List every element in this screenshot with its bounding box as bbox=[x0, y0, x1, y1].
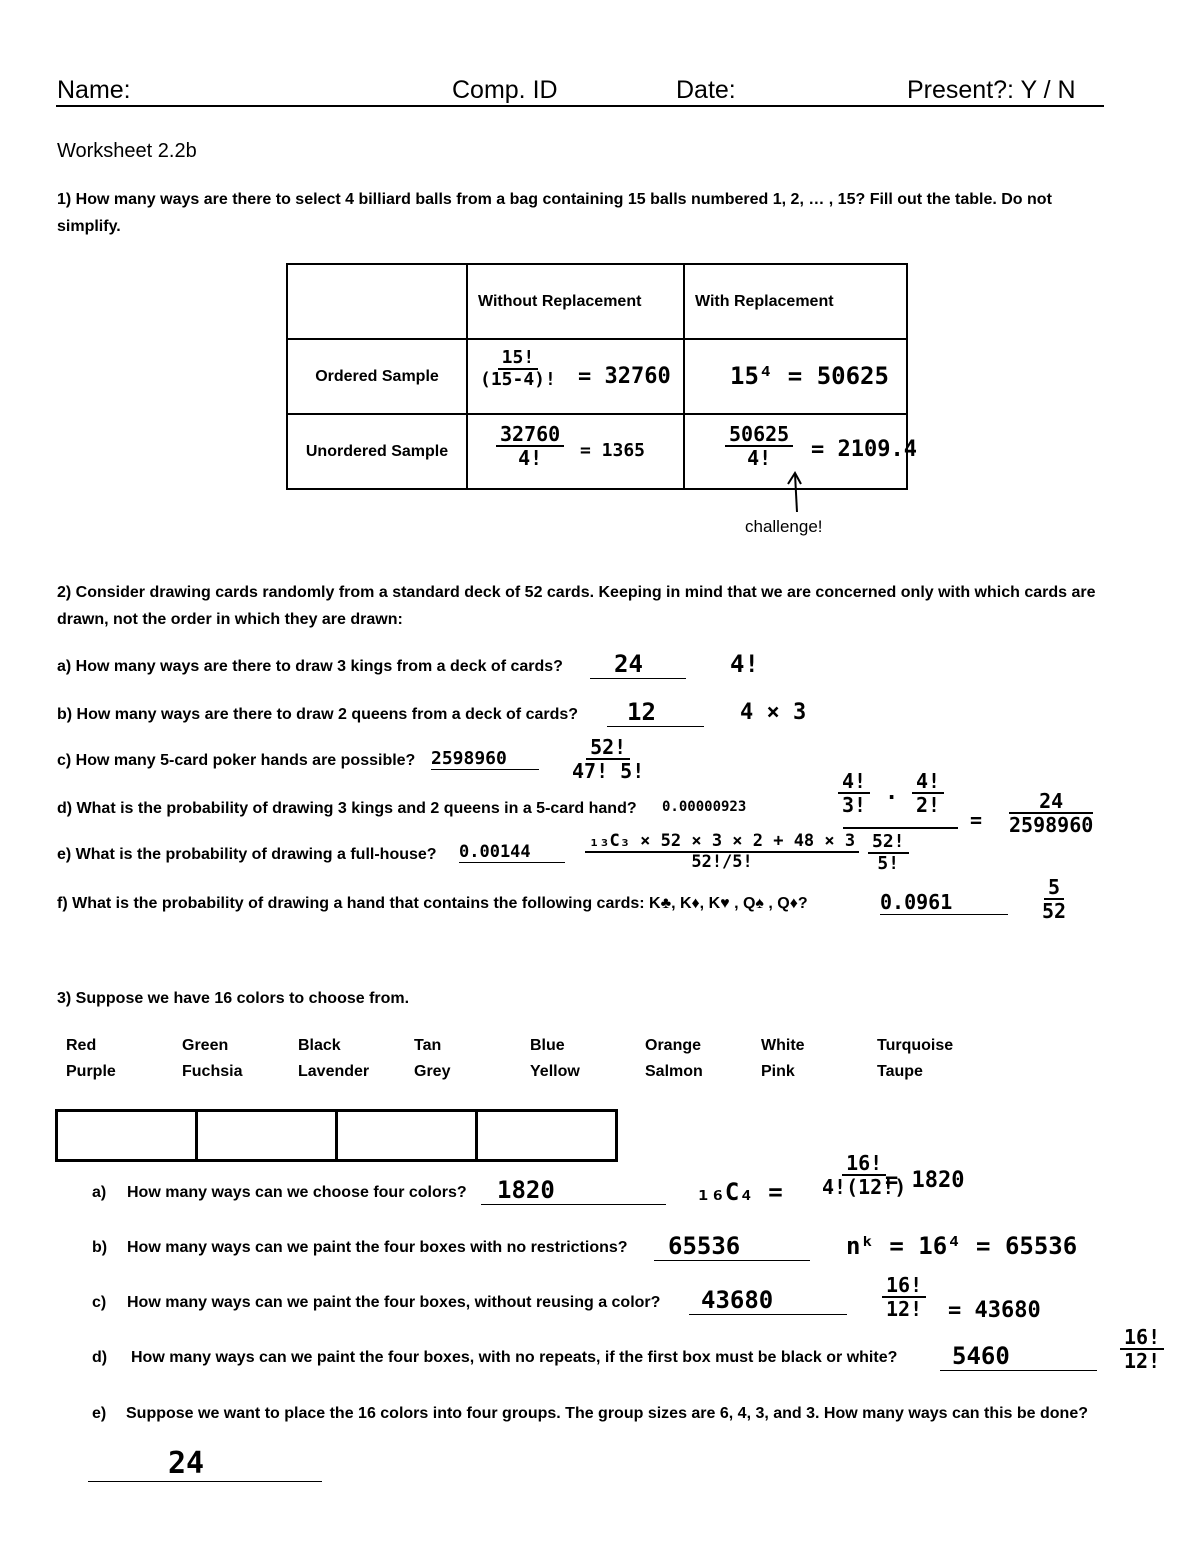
q3d-label: d) bbox=[92, 1349, 108, 1366]
row-label-ordered: Ordered Sample bbox=[287, 339, 467, 414]
color-grey: Grey bbox=[414, 1063, 451, 1080]
ordered-without-den: (15-4)! bbox=[480, 368, 556, 390]
q3c-work-fraction bbox=[882, 1274, 926, 1321]
present-label: Present?: Y / N bbox=[907, 76, 1076, 104]
ordered-without-fraction bbox=[476, 348, 560, 390]
q2d-work-result-den: 2598960 bbox=[1009, 813, 1094, 837]
q2e-answer: 0.00144 bbox=[459, 842, 565, 863]
q2f-work-fraction bbox=[1038, 876, 1070, 923]
ordered-without-result: = 32760 bbox=[578, 364, 671, 389]
challenge-annotation: challenge! bbox=[745, 517, 823, 536]
q3c-label: c) bbox=[92, 1294, 107, 1311]
paint-box-2 bbox=[195, 1109, 338, 1162]
q1-text-line1: 1) How many ways are there to select 4 billiard balls from a bag containing 15 balls numbered 1, 2, … , 15? Fill out the table. Do not bbox=[57, 191, 1052, 208]
col-header-without-replacement: Without Replacement bbox=[467, 264, 684, 339]
q3d-question: How many ways can we paint the four boxes, with no repeats, if the first box must be black or white? bbox=[131, 1349, 898, 1366]
q2d-work-f1-num: 4! bbox=[838, 770, 870, 794]
q1-table bbox=[286, 263, 917, 490]
q3a-work-post: = 1820 bbox=[885, 1168, 965, 1193]
q3a-answer: 1820 bbox=[481, 1176, 666, 1205]
unordered-with-den: 4! bbox=[747, 446, 772, 470]
name-label: Name: bbox=[57, 76, 131, 104]
paint-box-4 bbox=[475, 1109, 618, 1162]
q3e-label: e) bbox=[92, 1405, 107, 1422]
q3d-answer: 5460 bbox=[940, 1342, 1097, 1371]
q3b-question: How many ways can we paint the four boxes with no restrictions? bbox=[127, 1239, 628, 1256]
q2b-work: 4 × 3 bbox=[740, 700, 807, 725]
q3e-answer: 24 bbox=[88, 1446, 322, 1482]
ordered-with-value: 15⁴ = 50625 bbox=[730, 362, 889, 390]
q3d-work-den: 12! bbox=[1124, 1349, 1161, 1373]
row-label-unordered: Unordered Sample bbox=[287, 414, 467, 489]
color-green: Green bbox=[182, 1037, 229, 1054]
q2e-work-den: 52!/5! bbox=[691, 851, 753, 872]
color-black: Black bbox=[298, 1037, 341, 1054]
q3b-work: nᵏ = 16⁴ = 65536 bbox=[846, 1232, 1078, 1260]
q3d-work-fraction bbox=[1120, 1326, 1164, 1373]
q2d-work-dot: · bbox=[885, 786, 899, 811]
q2e-work-fraction bbox=[585, 832, 859, 872]
q3a-question: How many ways can we choose four colors? bbox=[127, 1184, 467, 1201]
q2a-answer: 24 bbox=[590, 650, 686, 679]
q2d-work-big-den bbox=[868, 832, 909, 874]
unordered-with-result: = 2109.4 bbox=[811, 437, 917, 462]
q2b-answer: 12 bbox=[607, 698, 704, 727]
unordered-without-den: 4! bbox=[518, 446, 543, 470]
color-lavender: Lavender bbox=[298, 1063, 370, 1080]
unordered-without-num: 32760 bbox=[496, 423, 564, 447]
q2d-work-result bbox=[1005, 790, 1097, 837]
unordered-without-result: = 1365 bbox=[580, 440, 646, 461]
color-pink: Pink bbox=[761, 1063, 795, 1080]
q2a-question: a) How many ways are there to draw 3 kings from a deck of cards? bbox=[57, 658, 563, 675]
color-taupe: Taupe bbox=[877, 1063, 923, 1080]
ordered-without-num: 15! bbox=[498, 348, 539, 370]
unordered-with-fraction bbox=[725, 423, 793, 470]
cell-ordered-with bbox=[684, 339, 907, 414]
q2d-work-f1-den: 3! bbox=[842, 793, 867, 817]
color-purple: Purple bbox=[66, 1063, 116, 1080]
q2b-question: b) How many ways are there to draw 2 queens from a deck of cards? bbox=[57, 706, 579, 723]
color-yellow: Yellow bbox=[530, 1063, 580, 1080]
worksheet-title: Worksheet 2.2b bbox=[57, 140, 197, 162]
color-fuchsia: Fuchsia bbox=[182, 1063, 243, 1080]
q2d-work-f1 bbox=[838, 770, 870, 817]
q2d-work-f2-den: 2! bbox=[916, 793, 941, 817]
q2d-answer: 0.00000923 bbox=[662, 799, 747, 815]
q2c-answer: 2598960 bbox=[431, 748, 539, 770]
q3b-label: b) bbox=[92, 1239, 108, 1256]
q2d-work-eq: = bbox=[970, 808, 983, 832]
q2d-work-big-den-den: 5! bbox=[877, 852, 900, 874]
q3a-label: a) bbox=[92, 1184, 107, 1201]
q3c-work-num: 16! bbox=[882, 1274, 926, 1298]
challenge-arrow-icon bbox=[785, 470, 805, 515]
q2d-work-result-num: 24 bbox=[1009, 790, 1093, 814]
q2c-work-fraction bbox=[568, 736, 648, 783]
q2d-work-big-den-num: 52! bbox=[868, 832, 909, 854]
q2c-work-num: 52! bbox=[586, 736, 630, 760]
q2f-question: f) What is the probability of drawing a hand that contains the following cards: K♣, K♦, K♥ , Q♠ , Q♦? bbox=[57, 895, 808, 912]
comp-id-label: Comp. ID bbox=[452, 76, 558, 104]
unordered-without-fraction bbox=[496, 423, 564, 470]
color-salmon: Salmon bbox=[645, 1063, 703, 1080]
q2e-work-num: ₁₃C₃ × 52 × 3 × 2 + 48 × 3 bbox=[585, 832, 859, 853]
q2a-work: 4! bbox=[730, 650, 759, 678]
cell-unordered-without bbox=[467, 414, 684, 489]
q3a-work-num: 16! bbox=[842, 1152, 886, 1176]
q2c-question: c) How many 5-card poker hands are possible? bbox=[57, 752, 416, 769]
q2d-question: d) What is the probability of drawing 3 kings and 2 queens in a 5-card hand? bbox=[57, 800, 637, 817]
date-label: Date: bbox=[676, 76, 736, 104]
q3a-work-den: 4!(12!) bbox=[822, 1175, 907, 1199]
q1-text-line2: simplify. bbox=[57, 218, 121, 235]
paint-box-1 bbox=[55, 1109, 198, 1162]
header-line bbox=[56, 105, 1104, 107]
color-blue: Blue bbox=[530, 1037, 565, 1054]
q3b-answer: 65536 bbox=[654, 1232, 810, 1261]
q3c-work-den: 12! bbox=[886, 1297, 923, 1321]
color-white: White bbox=[761, 1037, 805, 1054]
q3e-question: Suppose we want to place the 16 colors into four groups. The group sizes are 6, 4, 3, and 3. How many ways can this be done? bbox=[126, 1405, 1088, 1422]
q2-intro-line1: 2) Consider drawing cards randomly from a standard deck of 52 cards. Keeping in mind that we are concerned only with which cards are bbox=[57, 584, 1096, 601]
q2-intro-line2: drawn, not the order in which they are drawn: bbox=[57, 611, 403, 628]
color-turquoise: Turquoise bbox=[877, 1037, 954, 1054]
q2f-work-num: 5 bbox=[1044, 876, 1064, 900]
q2e-question: e) What is the probability of drawing a full-house? bbox=[57, 846, 437, 863]
q2f-work-den: 52 bbox=[1042, 899, 1067, 923]
color-red: Red bbox=[66, 1037, 97, 1054]
q3c-question: How many ways can we paint the four boxes, without reusing a color? bbox=[127, 1294, 661, 1311]
q2d-work-f2 bbox=[912, 770, 944, 817]
q3c-work-post: = 43680 bbox=[948, 1298, 1041, 1323]
col-header-with-replacement: With Replacement bbox=[684, 264, 907, 339]
q3c-answer: 43680 bbox=[689, 1286, 847, 1315]
color-tan: Tan bbox=[414, 1037, 442, 1054]
paint-boxes bbox=[55, 1109, 618, 1162]
q3d-work-num: 16! bbox=[1120, 1326, 1164, 1350]
q3-intro: 3) Suppose we have 16 colors to choose from. bbox=[57, 990, 410, 1007]
cell-ordered-without bbox=[467, 339, 684, 414]
q2f-answer: 0.0961 bbox=[880, 890, 1008, 915]
q3a-work-pre: ₁₆C₄ = bbox=[696, 1178, 783, 1206]
table-corner-cell bbox=[287, 264, 467, 339]
q2d-work-f2-num: 4! bbox=[912, 770, 944, 794]
paint-box-3 bbox=[335, 1109, 478, 1162]
q2d-work-big-bar bbox=[843, 827, 958, 829]
color-orange: Orange bbox=[645, 1037, 702, 1054]
q2c-work-den: 47! 5! bbox=[572, 759, 645, 783]
unordered-with-num: 50625 bbox=[725, 423, 793, 447]
